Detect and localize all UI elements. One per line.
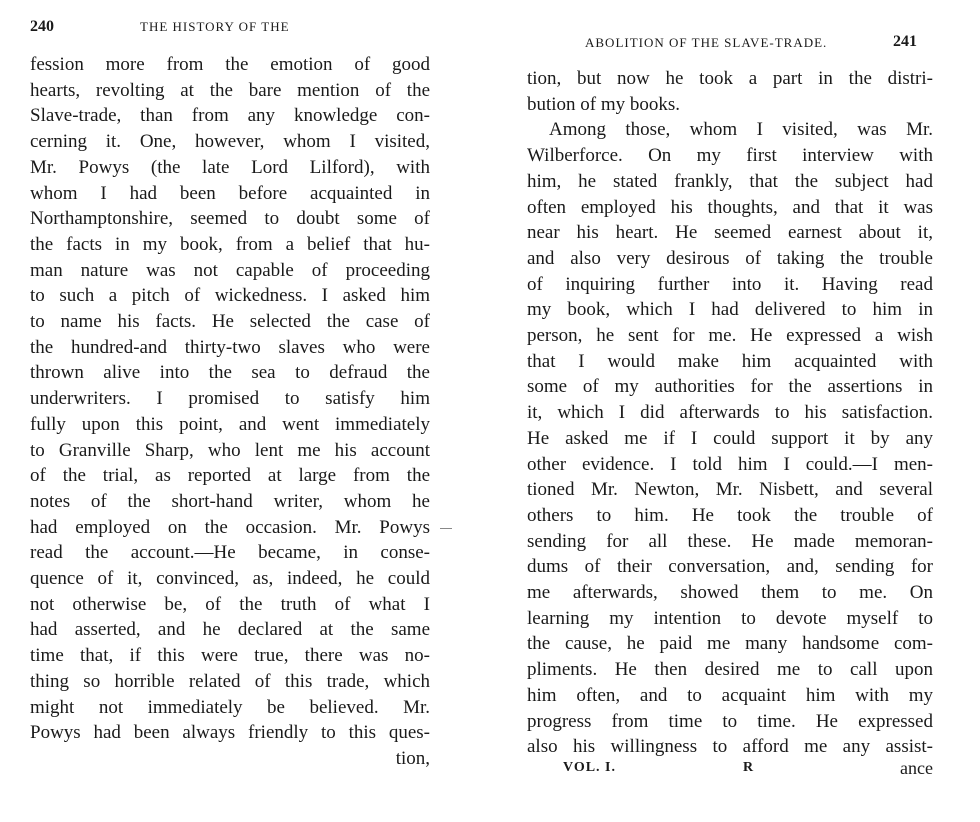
text-line: that I would make him acquainted with	[527, 350, 933, 372]
right-running-head: ABOLITION OF THE SLAVE-TRADE.	[585, 35, 828, 50]
left-running-head: THE HISTORY OF THE	[140, 19, 290, 34]
text-line: the facts in my book, from a belief that hu-	[30, 233, 430, 255]
text-line: fession more from the emotion of good	[30, 54, 430, 75]
text-line: dums of their conversation, and, sending for	[527, 556, 933, 578]
text-line: whom I had been before acquainted in	[30, 182, 430, 204]
text-line: thing so horrible related of this trade, which	[30, 670, 430, 692]
text-line: and also very desirous of taking the trouble	[527, 247, 933, 269]
text-line: Slave-trade, than from any knowledge con-	[30, 105, 430, 127]
text-line: other evidence. I told him I could.—I men-	[527, 453, 933, 475]
text-line: tioned Mr. Newton, Mr. Nisbett, and several	[527, 479, 933, 501]
text-line: progress from time to time. He expressed	[527, 710, 933, 732]
text-line: near his heart. He seemed earnest about it,	[527, 222, 933, 244]
text-line: might not immediately be believed. Mr.	[30, 696, 430, 718]
text-line: thrown alive into the sea to defraud the	[30, 362, 430, 384]
text-line: my book, which I had delivered to him in	[527, 299, 933, 321]
text-line: him often, and to acquaint him with my	[527, 684, 933, 706]
text-line: Northamptonshire, seemed to doubt some of	[30, 208, 430, 230]
text-line: the cause, he paid me many handsome com-	[527, 633, 933, 655]
text-line: had employed on the occasion. Mr. Powys	[30, 516, 430, 538]
right-page-body	[527, 66, 933, 760]
text-line: not otherwise be, of the truth of what I	[30, 593, 430, 615]
text-line: me afterwards, showed them to me. On	[527, 582, 933, 604]
text-line: read the account.—He became, in conse-	[30, 542, 430, 564]
text-line: had asserted, and he declared at the same	[30, 619, 430, 641]
left-page-number: 240	[30, 18, 54, 35]
text-line: tion,	[395, 747, 430, 769]
footer-volume: VOL. I.	[563, 760, 617, 775]
text-line: him, he stated frankly, that the subject had	[527, 170, 933, 192]
footer-signature: R	[743, 760, 755, 775]
text-line: fully upon this point, and went immediately	[30, 413, 430, 435]
text-line: He asked me if I could support it by any	[527, 427, 933, 449]
text-line: sending for all these. He made memoran-	[527, 530, 933, 552]
text-line: notes of the short-hand writer, whom he	[30, 490, 430, 512]
text-line: Among those, whom I visited, was Mr.	[549, 119, 933, 141]
footer-catchword: ance	[900, 758, 933, 778]
text-line: quence of it, convinced, as, indeed, he could	[30, 568, 430, 590]
text-line: it, which I did afterwards to his satisfaction.	[527, 402, 933, 424]
left-page-body	[30, 52, 430, 772]
text-line: underwriters. I promised to satisfy him	[30, 388, 430, 410]
text-line: of inquiring further into it. Having read	[527, 273, 933, 295]
right-page-number: 241	[893, 33, 917, 50]
text-line: bution of my books.	[527, 93, 681, 115]
text-line: tion, but now he took a part in the distri-	[527, 68, 933, 89]
text-line: often employed his thoughts, and that it was	[527, 196, 933, 218]
text-line: to name his facts. He selected the case of	[30, 311, 430, 333]
text-line: cerning it. One, however, whom I visited,	[30, 131, 430, 153]
text-line: of the trial, as reported at large from the	[30, 465, 430, 487]
text-line: Wilberforce. On my first interview with	[527, 145, 933, 167]
text-line: to such a pitch of wickedness. I asked him	[30, 285, 430, 307]
text-line: learning my intention to devote myself to	[527, 607, 933, 629]
text-line: to Granville Sharp, who lent me his account	[30, 439, 430, 461]
text-line: man nature was not capable of proceeding	[30, 259, 430, 281]
text-line: also his willingness to afford me any assist-	[527, 736, 933, 758]
text-line: Powys had been always friendly to this ques-	[30, 722, 430, 744]
text-line: person, he sent for me. He expressed a wish	[527, 325, 933, 347]
text-line: hearts, revolting at the bare mention of the	[30, 79, 430, 101]
text-line: time that, if this were true, there was no-	[30, 645, 430, 667]
text-line: pliments. He then desired me to call upon	[527, 659, 933, 681]
text-line: Mr. Powys (the late Lord Lilford), with	[30, 156, 430, 178]
print-mark	[440, 528, 452, 529]
text-line: some of my authorities for the assertions in	[527, 376, 933, 398]
text-line: others to him. He took the trouble of	[527, 504, 933, 526]
text-line: the hundred-and thirty-two slaves who were	[30, 336, 430, 358]
